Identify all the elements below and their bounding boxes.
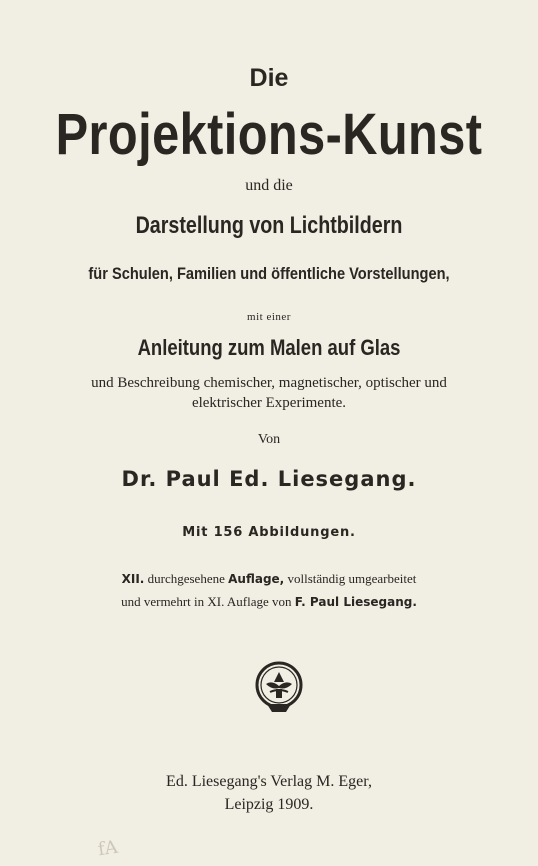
edition-line2-start: und vermehrt in XI. Auflage von bbox=[121, 594, 295, 609]
publisher-place-year: Leipzig 1909. bbox=[224, 796, 314, 813]
main-title: Projektions-Kunst bbox=[55, 102, 483, 167]
subtitle-beschreibung-2: elektrischer Experimente. bbox=[191, 395, 347, 411]
edition-number: XII. bbox=[121, 572, 145, 586]
title-und-die: und die bbox=[245, 177, 293, 194]
pencil-margin-mark: fA bbox=[96, 836, 120, 861]
edition-editor: F. Paul Liesegang. bbox=[294, 595, 417, 609]
subtitle-beschreibung-1: und Beschreibung chemischer, magnetischer, optischer und bbox=[91, 375, 447, 391]
publisher-name: Ed. Liesegang's Verlag M. Eger, bbox=[166, 773, 372, 790]
title-die: Die bbox=[249, 64, 289, 92]
title-darstellung: Darstellung von Lichtbildern bbox=[135, 212, 403, 239]
author-von: Von bbox=[257, 432, 281, 447]
subtitle-mit-einer: mit einer bbox=[247, 311, 291, 323]
edition-mid: durchgesehene bbox=[144, 571, 229, 586]
publisher-emblem-icon bbox=[252, 660, 306, 714]
edition-end: vollständig umgearbeitet bbox=[284, 571, 417, 586]
edition-auflage: Auflage, bbox=[228, 572, 285, 586]
author-name: Dr. Paul Ed. Liesegang. bbox=[121, 467, 417, 491]
title-fuer: für Schulen, Familien und öffentliche Vorstellungen, bbox=[88, 264, 450, 283]
edition-line-2 bbox=[0, 595, 538, 608]
edition-line-1 bbox=[0, 572, 538, 585]
illustrations-note: Mit 156 Abbildungen. bbox=[182, 525, 356, 540]
subtitle-anleitung: Anleitung zum Malen auf Glas bbox=[137, 335, 401, 360]
